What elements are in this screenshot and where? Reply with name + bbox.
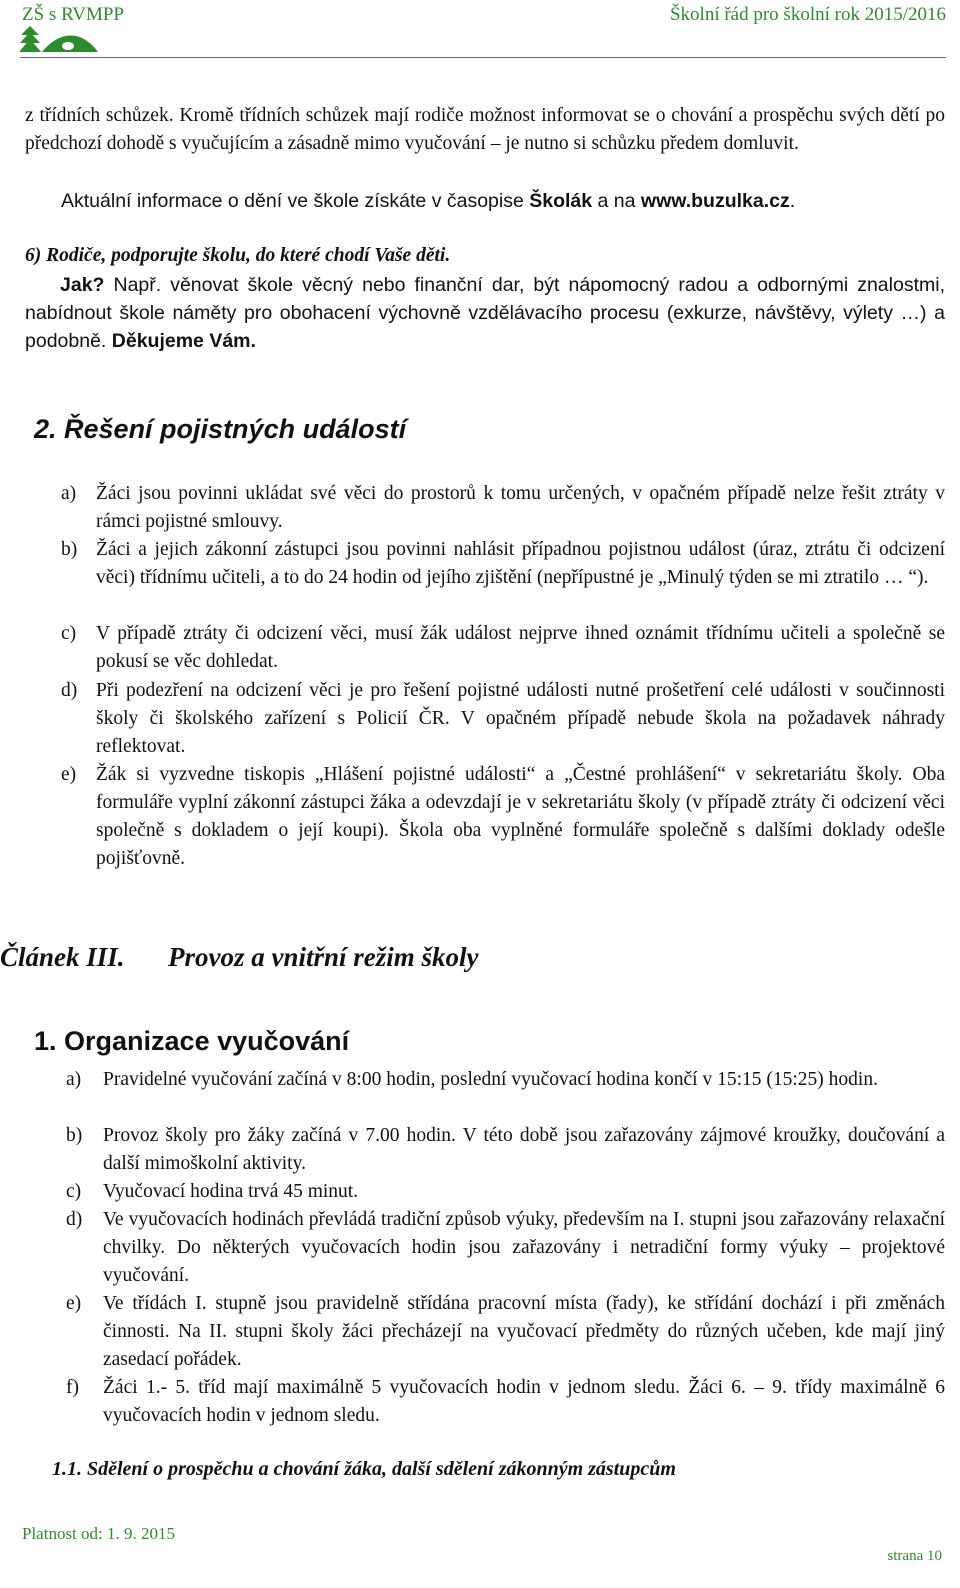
section-1-title: 1. Organizace vyučování xyxy=(34,1026,350,1056)
section-2-title: 2. Řešení pojistných událostí xyxy=(34,414,407,444)
article-title: Provoz a vnitřní režim školy xyxy=(168,942,479,972)
support-paragraph xyxy=(25,271,945,355)
school-logo xyxy=(20,24,100,54)
list-text: V případě ztráty či odcizení věci, musí žák událost nejprve ihned oznámit třídnímu učiteli a společně se pokusí se věc dohledat. xyxy=(96,623,945,672)
magazine-name: Školák xyxy=(529,190,593,212)
list-label: b) xyxy=(66,1125,83,1146)
list-label: c) xyxy=(61,623,77,644)
footer-page-number: strana 10 xyxy=(887,1548,942,1564)
list-text: Žáci jsou povinni ukládat své věci do prostorů k tomu určených, v opačném případě nelze řešit ztráty v rámci pojistné smlouvy. xyxy=(96,483,945,532)
news-connector: a na xyxy=(592,190,641,212)
news-text: Aktuální informace o dění ve škole získáte v časopise xyxy=(61,190,530,212)
list-label: d) xyxy=(61,680,78,701)
list-text: Pravidelné vyučování začíná v 8:00 hodin, poslední vyučovací hodina končí v 15:15 (15:25) hodin. xyxy=(103,1069,878,1090)
list-label: c) xyxy=(66,1181,82,1202)
thanks-text: Děkujeme Vám. xyxy=(111,330,256,352)
list-text: Žáci 1.- 5. tříd mají maximálně 5 vyučovacích hodin v jednom sledu. Žáci 6. – 9. třídy maximálně 6 vyučovacích hodin v jednom sledu. xyxy=(103,1377,945,1426)
list-label: e) xyxy=(61,764,77,785)
list-text: Ve vyučovacích hodinách převládá tradiční způsob výuky, především na I. stupni jsou zařazovány relaxační chvilky. Do některých vyučovacích hodin jsou zařazovány i netradiční formy výuky – projektové vyučování. xyxy=(103,1209,945,1286)
list-label: e) xyxy=(66,1293,82,1314)
list-text: Ve třídách I. stupně jsou pravidelně střídána pracovní místa (řady), ke střídání dochází i při změnách činnosti. Na II. stupni školy žáci přecházejí na vyučovací předměty do různých učeben, kde mají jiný zasedací pořádek. xyxy=(103,1293,945,1370)
website-link[interactable]: www.buzulka.cz xyxy=(640,190,790,212)
list-label: b) xyxy=(61,539,78,560)
point-6-heading: 6) Rodiče, podporujte školu, do které chodí Vaše děti. xyxy=(25,245,451,266)
list-label: a) xyxy=(66,1069,82,1090)
list-text: Žáci a jejich zákonní zástupci jsou povinni nahlásit případnou pojistnou událost (úraz, ztrátu či odcizení věci) třídnímu učiteli, a to do 24 hodin od jejího zjištění (nepřípustné je „Minulý týden se mi ztratilo … “). xyxy=(96,539,945,588)
header-document-title: Školní řád pro školní rok 2015/2016 xyxy=(669,4,946,25)
article-heading xyxy=(0,942,479,973)
footer-validity: Platnost od: 1. 9. 2015 xyxy=(22,1524,176,1543)
list-text: Provoz školy pro žáky začíná v 7.00 hodin. V této době jsou zařazovány zájmové kroužky, doučování a další mimoškolní aktivity. xyxy=(103,1125,945,1174)
list-text: Vyučovací hodina trvá 45 minut. xyxy=(103,1181,359,1202)
header-school-name: ZŠ s RVMPP xyxy=(22,4,124,25)
intro-paragraph: z třídních schůzek. Kromě třídních schůzek mají rodiče možnost informovat se o chování a prospěchu svých dětí po předchozí dohodě s vyučujícím a zásadně mimo vyučování – je nutno si schůzku předem domluvit. xyxy=(25,105,945,154)
list-text: Při podezření na odcizení věci je pro řešení pojistné události nutné prošetření celé události v součinnosti školy či školského zařízení s Policií ČR. V opačném případě nebude škola na požadavek náhrady reflektovat. xyxy=(96,680,945,757)
support-text: Např. věnovat škole věcný nebo finanční dar, být nápomocný radou a odbornými znalostmi, nabídnout škole náměty pro obohacení výchovně vzdělávacího procesu (exkurze, návštěvy, výlety …) a podobně. xyxy=(25,274,945,352)
subsection-title: 1.1. Sdělení o prospěchu a chování žáka, další sdělení zákonným zástupcům xyxy=(52,1458,676,1480)
news-period: . xyxy=(789,190,796,212)
how-label: Jak? xyxy=(60,274,105,296)
list-text: Žák si vyzvedne tiskopis „Hlášení pojistné události“ a „Čestné prohlášení“ v sekretariátu školy. Oba formuláře vyplní zákonní zástupci žáka a odevzdají je v sekretariátu školy (v případě ztráty či odcizení věci společně s dokladem o její koupi). Škola oba vyplněné formuláře společně s dalšími doklady odešle pojišťovně. xyxy=(96,764,945,869)
list-label: f) xyxy=(66,1377,79,1398)
news-line xyxy=(61,187,941,215)
header-rule xyxy=(20,57,946,58)
list-label: d) xyxy=(66,1209,83,1230)
article-label: Článek III. xyxy=(0,942,125,972)
list-label: a) xyxy=(61,483,77,504)
